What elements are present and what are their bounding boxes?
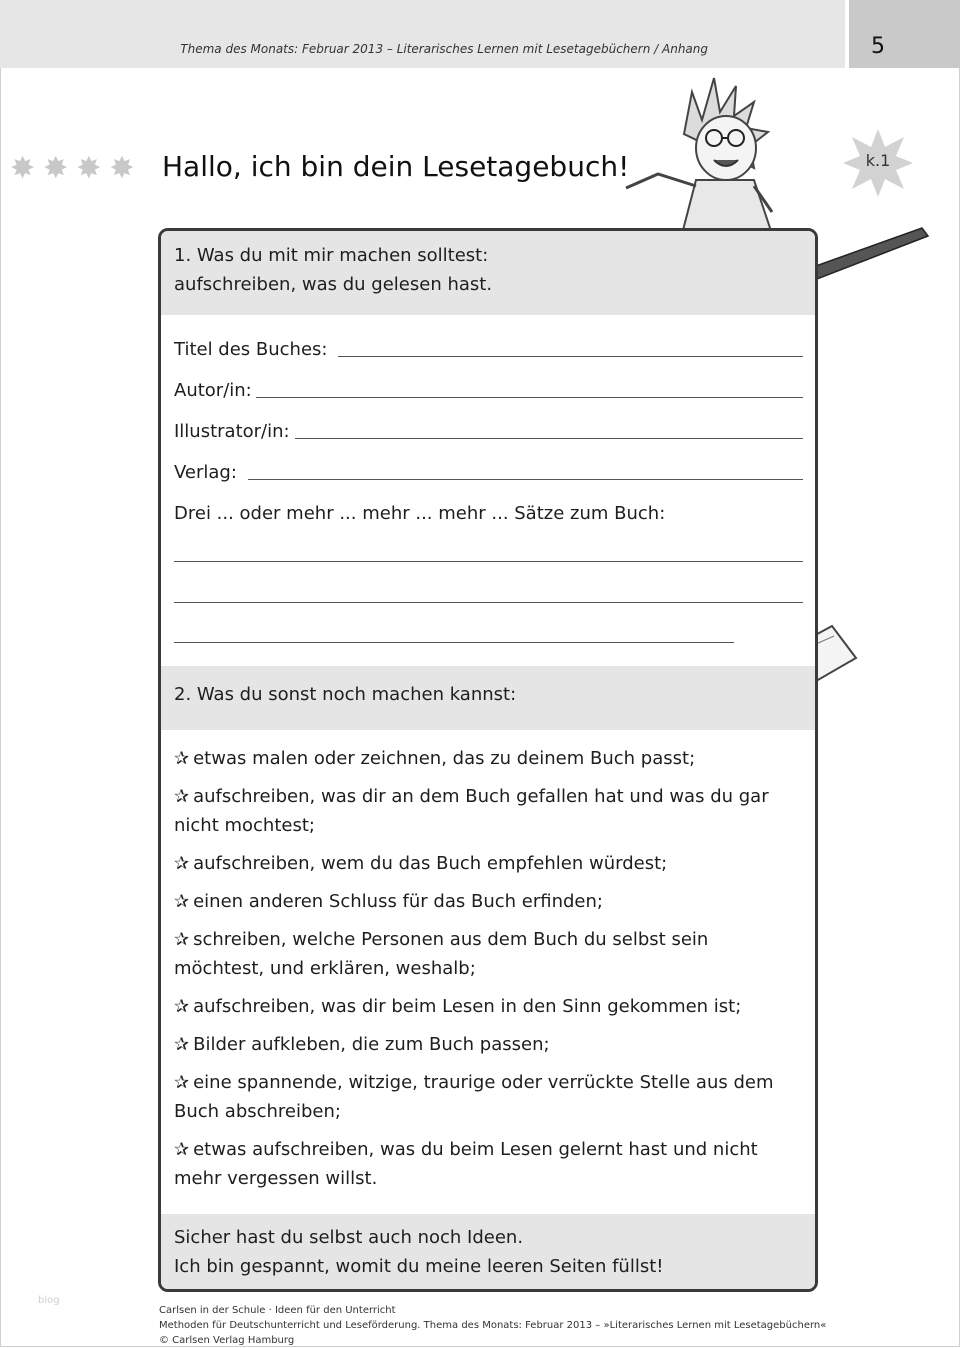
section1-heading-line1: 1. Was du mit mir machen solltest: [174, 245, 489, 266]
star-icon: ✸ [109, 151, 135, 186]
list-item-text: schreiben, welche Personen aus dem Buch du selbst sein möchtest, und erklären, weshalb; [174, 929, 709, 979]
writing-line [174, 561, 803, 562]
activity-list [174, 744, 799, 1202]
page-title: Hallo, ich bin dein Lesetagebuch! [162, 150, 630, 183]
closing-line2: Ich bin gespannt, womit du meine leeren Seiten füllst! [174, 1256, 664, 1277]
field-line-author [256, 397, 803, 398]
list-item-text: aufschreiben, wem du das Buch empfehlen würdest; [193, 853, 668, 874]
field-label-illustrator: Illustrator/in: [174, 421, 290, 442]
list-item [174, 1068, 799, 1126]
list-item [174, 1030, 799, 1059]
star-outline-icon: ✰ [174, 786, 190, 807]
field-label-title: Titel des Buches: [174, 339, 328, 360]
star-outline-icon: ✰ [174, 929, 190, 950]
field-line-title [338, 356, 803, 357]
field-label-publisher: Verlag: [174, 462, 237, 483]
field-line-publisher [248, 479, 803, 480]
list-item [174, 925, 799, 983]
list-item-text: einen anderen Schluss für das Buch erfinden; [193, 891, 603, 912]
girl-illustration [622, 72, 817, 234]
footer-line1: Carlsen in der Schule · Ideen für den Unterricht [159, 1305, 396, 1316]
section2-heading: 2. Was du sonst noch machen kannst: [174, 684, 517, 705]
footer [159, 1303, 826, 1348]
footer-line3: © Carlsen Verlag Hamburg [159, 1335, 295, 1346]
list-item-text: aufschreiben, was dir an dem Buch gefallen hat und was du gar nicht mochtest; [174, 786, 769, 836]
field-label-sentences: Drei ... oder mehr ... mehr ... mehr ... Sätze zum Buch: [174, 503, 666, 524]
list-item-text: etwas malen oder zeichnen, das zu deinem Buch passt; [193, 748, 696, 769]
field-label-author: Autor/in: [174, 380, 252, 401]
worksheet-card [158, 228, 818, 1292]
footer-line2: Methoden für Deutschunterricht und Leseförderung. Thema des Monats: Februar 2013 – »Literarisches Lernen mit Lesetagebüchern« [159, 1320, 827, 1331]
star-icon: ✸ [76, 151, 102, 186]
list-item [174, 887, 799, 916]
field-line-illustrator [295, 438, 803, 439]
star-outline-icon: ✰ [174, 853, 190, 874]
section-badge [842, 127, 914, 199]
section1-heading-line2: aufschreiben, was du gelesen hast. [174, 274, 493, 295]
list-item [174, 849, 799, 878]
writing-line [174, 642, 734, 643]
star-outline-icon: ✰ [174, 1072, 190, 1093]
closing-line1: Sicher hast du selbst auch noch Ideen. [174, 1227, 524, 1248]
list-item [174, 992, 799, 1021]
star-outline-icon: ✰ [174, 891, 190, 912]
list-item-text: eine spannende, witzige, traurige oder verrückte Stelle aus dem Buch abschreiben; [174, 1072, 774, 1122]
star-outline-icon: ✰ [174, 1139, 190, 1160]
page-number: 5 [871, 34, 885, 59]
running-title: Thema des Monats: Februar 2013 – Literarisches Lernen mit Lesetagebüchern / Anhang [180, 42, 708, 56]
list-item-text: Bilder aufkleben, die zum Buch passen; [193, 1034, 550, 1055]
page-number-tab [845, 0, 960, 68]
watermark: blog [38, 1295, 60, 1306]
star-outline-icon: ✰ [174, 1034, 190, 1055]
star-outline-icon: ✰ [174, 748, 190, 769]
list-item [174, 1135, 799, 1193]
list-item [174, 744, 799, 773]
star-outline-icon: ✰ [174, 996, 190, 1017]
list-item-text: aufschreiben, was dir beim Lesen in den Sinn gekommen ist; [193, 996, 742, 1017]
decorative-stars [10, 152, 135, 186]
list-item [174, 782, 799, 840]
badge-label: k.1 [865, 151, 891, 170]
header-band [0, 0, 845, 68]
star-icon: ✸ [43, 151, 69, 186]
list-item-text: etwas aufschreiben, was du beim Lesen gelernt hast und nicht mehr vergessen willst. [174, 1139, 758, 1189]
writing-line [174, 602, 803, 603]
star-icon: ✸ [10, 151, 36, 186]
